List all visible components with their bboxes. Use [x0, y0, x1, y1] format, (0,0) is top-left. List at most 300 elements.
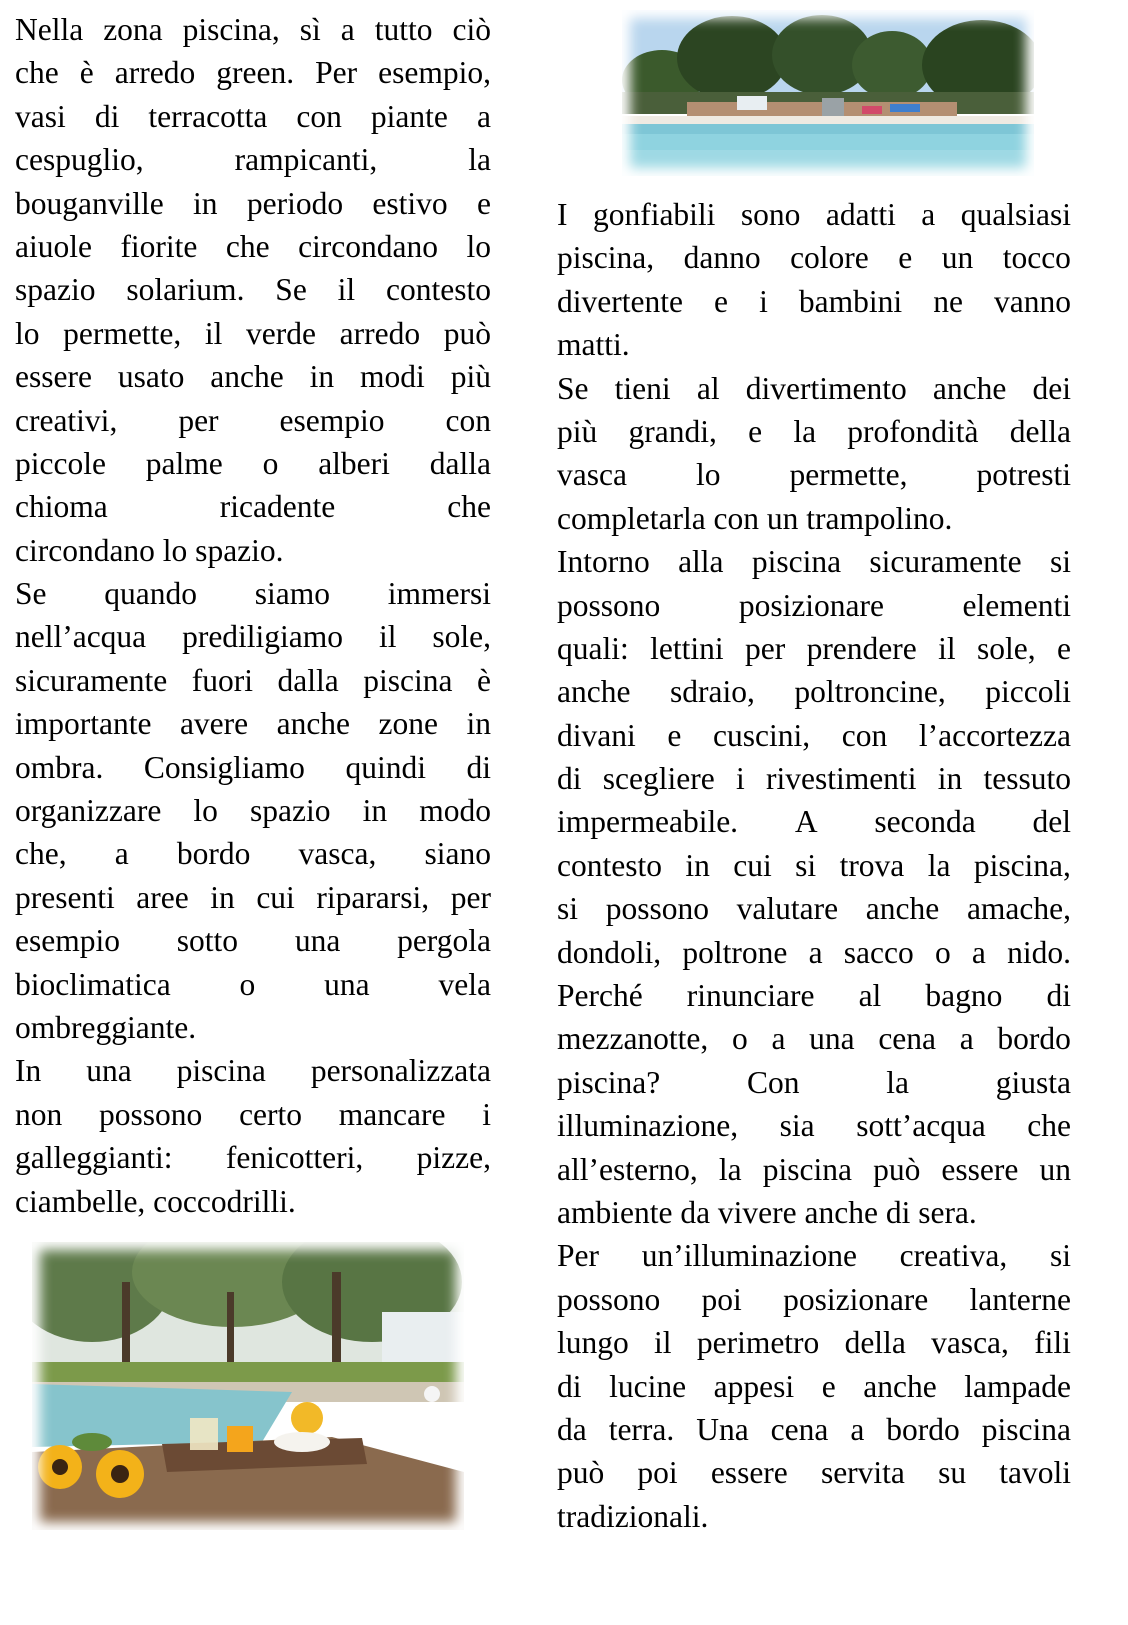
text-line — [15, 138, 491, 181]
word: sole, — [976, 630, 1036, 666]
word: presenti — [15, 879, 115, 915]
text-line — [557, 280, 1071, 323]
word: valutare — [736, 891, 839, 927]
text-line — [15, 702, 491, 745]
word: o — [239, 966, 256, 1002]
word: immersi — [387, 576, 491, 612]
word: anche — [863, 1368, 937, 1404]
word: lettini — [650, 630, 724, 666]
word: una — [86, 1053, 132, 1089]
word: personalizzata — [310, 1053, 491, 1089]
word: può — [557, 1455, 605, 1491]
word: lucine — [609, 1368, 687, 1404]
word: il — [337, 272, 356, 308]
word: a — [771, 1021, 786, 1057]
word: in — [362, 793, 388, 829]
word: sì — [299, 12, 321, 47]
word: o — [732, 1021, 748, 1057]
word: Intorno — [557, 544, 650, 580]
word: con — [445, 402, 491, 438]
red-towel — [862, 106, 882, 114]
word: solarium. — [126, 272, 245, 308]
word: alla — [678, 544, 724, 580]
word: vasi — [15, 98, 66, 134]
word: all’esterno, — [557, 1151, 698, 1187]
word: vasca, — [931, 1325, 1009, 1361]
word: da — [557, 1411, 587, 1447]
word: fiorite — [120, 228, 198, 264]
word: quando — [104, 576, 197, 612]
word: Consigliamo — [143, 749, 305, 785]
word: rivestimenti — [765, 761, 917, 797]
word: avere — [179, 706, 249, 742]
word: è — [477, 662, 491, 698]
word: modo — [419, 793, 491, 829]
word: al — [858, 978, 882, 1014]
word: bordo — [886, 1411, 960, 1447]
text-line — [557, 931, 1071, 974]
word: e — [898, 240, 913, 276]
text-line — [15, 225, 491, 268]
word: esempio, — [378, 55, 491, 91]
word: ripararsi, — [316, 879, 430, 915]
word: alberi — [318, 445, 390, 481]
text-line — [557, 1408, 1071, 1451]
word: che — [225, 228, 270, 264]
word: poi — [701, 1281, 742, 1317]
word: prendere — [806, 630, 917, 666]
word: vela — [438, 966, 491, 1002]
text-line — [15, 963, 491, 1006]
word: essere — [941, 1151, 1019, 1187]
word: la — [886, 1064, 909, 1100]
word: possono — [557, 1281, 661, 1317]
word: il — [938, 630, 956, 666]
text-line — [557, 410, 1071, 453]
word: essere — [710, 1455, 788, 1491]
text-line — [15, 919, 491, 962]
word: piccoli — [985, 674, 1071, 710]
word: e — [1056, 630, 1071, 666]
text-line — [557, 1451, 1071, 1494]
word: rampicanti, — [234, 142, 378, 178]
word: a — [959, 1021, 974, 1057]
word: piscina — [363, 662, 453, 698]
word: al — [696, 370, 720, 406]
text-line — [557, 1234, 1071, 1277]
word: creativa, — [899, 1238, 1008, 1274]
word: mezzanotte, — [557, 1021, 709, 1057]
word: della — [844, 1325, 906, 1361]
word: a — [850, 1411, 865, 1447]
word: in — [193, 185, 218, 221]
word: amache, — [966, 891, 1071, 927]
text-line: tradizionali. — [557, 1498, 709, 1534]
word: può — [873, 1151, 921, 1187]
word: in — [466, 706, 491, 742]
word: anche — [865, 891, 940, 927]
word: spazio — [15, 272, 96, 308]
word: e — [821, 1368, 836, 1404]
word: nido. — [1007, 934, 1071, 970]
word: di — [557, 761, 582, 797]
shower-box — [822, 98, 844, 116]
word: e — [476, 185, 491, 221]
word: certo — [239, 1096, 303, 1132]
word: poltroncine, — [794, 674, 946, 710]
text-line — [15, 182, 491, 225]
text-line — [15, 1136, 491, 1179]
word: mancare — [338, 1096, 446, 1132]
word: palme — [145, 445, 223, 481]
word: Se — [557, 370, 589, 406]
word: lungo — [557, 1325, 629, 1361]
word: e — [714, 283, 728, 319]
word: dondoli, — [557, 934, 662, 970]
orange-juice-glass — [227, 1426, 253, 1452]
word: galleggianti: — [15, 1140, 173, 1176]
word: è — [79, 55, 94, 91]
word: Per — [315, 55, 358, 91]
tree — [677, 16, 787, 100]
text-line — [557, 800, 1071, 843]
pool-edge — [622, 116, 1034, 124]
word: può — [443, 315, 491, 351]
word: anche — [557, 674, 631, 710]
word: tavoli — [999, 1455, 1071, 1491]
word: lo — [15, 315, 40, 351]
word: lo — [695, 457, 721, 493]
word: colore — [790, 240, 869, 276]
word: siamo — [254, 576, 330, 612]
word: I — [557, 197, 568, 232]
poolside-table-illustration — [32, 1242, 464, 1530]
word: bouganville — [15, 185, 164, 221]
word: quali: — [557, 630, 629, 666]
word: dalla — [429, 445, 491, 481]
text-line — [15, 95, 491, 138]
word: ricadente — [219, 489, 336, 525]
word: trova — [839, 847, 905, 883]
word: poltrone — [682, 934, 788, 970]
word: del — [1032, 804, 1071, 840]
word: anche — [210, 359, 284, 395]
text-line — [557, 1278, 1071, 1321]
word: sott’acqua — [856, 1108, 986, 1144]
text-line — [557, 844, 1071, 887]
text-line — [557, 757, 1071, 800]
word: Con — [746, 1064, 800, 1100]
word: la — [718, 1151, 742, 1187]
poolside-table-photo — [32, 1242, 464, 1530]
word: piante — [370, 98, 448, 134]
word: chioma — [15, 489, 108, 525]
pool-photo-illustration — [622, 10, 1034, 176]
word: lo — [193, 793, 218, 829]
word: zone — [378, 706, 438, 742]
text-line — [557, 367, 1071, 410]
word: grandi, — [628, 413, 717, 449]
word: che, — [15, 836, 67, 872]
word: in — [309, 359, 335, 395]
text-line: completarla con un trampolino. — [557, 500, 953, 536]
word: terra. — [608, 1411, 675, 1447]
word: di — [466, 749, 491, 785]
word: posizionare — [738, 587, 885, 623]
text-line: ambiente da vivere anche di sera. — [557, 1194, 977, 1230]
word: arredo — [114, 55, 196, 91]
word: bioclimatica — [15, 966, 171, 1002]
word: vanno — [994, 283, 1071, 319]
word: qualsiasi — [960, 197, 1071, 232]
word: possono — [557, 587, 661, 623]
word: scegliere — [602, 761, 715, 797]
text-line — [557, 1061, 1071, 1104]
word: su — [938, 1455, 967, 1491]
word: bordo — [176, 836, 251, 872]
word: con — [841, 717, 888, 753]
word: un — [941, 240, 974, 276]
word: la — [468, 142, 491, 178]
text-line — [557, 887, 1071, 930]
text-line — [15, 355, 491, 398]
word: giusta — [995, 1064, 1071, 1100]
word: fenicotteri, — [225, 1140, 364, 1176]
word: con — [296, 98, 342, 134]
word: sole, — [432, 619, 491, 655]
word: una — [809, 1021, 855, 1057]
word: piscina, — [557, 240, 655, 276]
word: cuscini, — [713, 717, 811, 753]
word: perimetro — [696, 1325, 820, 1361]
word: si — [1049, 1238, 1071, 1274]
word: estivo — [372, 185, 448, 221]
word: seconda — [874, 804, 976, 840]
text-line — [15, 746, 491, 789]
word: creativi, — [15, 402, 118, 438]
word: aree — [136, 879, 189, 915]
text-line — [557, 584, 1071, 627]
word: lanterne — [969, 1281, 1071, 1317]
pool-photo — [622, 10, 1034, 176]
word: in — [937, 761, 963, 797]
word: sotto — [176, 923, 239, 959]
word: a — [114, 836, 129, 872]
text-line — [557, 1148, 1071, 1191]
word: piscina — [981, 1411, 1071, 1447]
text-line — [557, 1365, 1071, 1408]
word: ciò — [452, 12, 491, 47]
word: lampade — [964, 1368, 1071, 1404]
word: la — [927, 847, 951, 883]
deckchair — [737, 96, 767, 110]
word: un — [1039, 1151, 1071, 1187]
text-line — [15, 572, 491, 615]
word: divertimento — [745, 370, 907, 406]
word: poi — [637, 1455, 678, 1491]
word: la — [793, 413, 817, 449]
word: usato — [117, 359, 185, 395]
word: contesto — [386, 272, 491, 308]
text-line — [15, 1093, 491, 1136]
word: profondità — [847, 413, 979, 449]
sunflower-leaf — [72, 1433, 112, 1451]
word: elementi — [962, 587, 1071, 623]
word: impermeabile. — [557, 804, 739, 840]
word: piscina, — [973, 847, 1071, 883]
word: un’illuminazione — [641, 1238, 857, 1274]
text-line: matti. — [557, 327, 630, 363]
word: terracotta — [148, 98, 268, 134]
word: In — [15, 1053, 42, 1089]
left-text-column — [15, 8, 491, 1223]
word: vasca, — [298, 836, 377, 872]
word: dalla — [277, 662, 339, 698]
word: essere — [15, 359, 92, 395]
word: zona — [103, 12, 163, 47]
word: gonfiabili — [592, 197, 716, 232]
bowl — [274, 1432, 330, 1452]
word: importante — [15, 706, 152, 742]
word: siano — [424, 836, 491, 872]
word: cui — [256, 879, 295, 915]
word: si — [557, 891, 579, 927]
word: il — [204, 315, 223, 351]
word: il — [378, 619, 397, 655]
word: A — [794, 804, 818, 840]
text-line: ciambelle, coccodrilli. — [15, 1183, 296, 1219]
word: spazio — [250, 793, 331, 829]
word: sono — [740, 197, 801, 232]
word: vasca — [557, 457, 627, 493]
lawn — [32, 1362, 464, 1384]
word: di — [94, 98, 120, 134]
word: cena — [878, 1021, 937, 1057]
word: e — [667, 717, 682, 753]
text-line — [15, 268, 491, 311]
word: sia — [779, 1108, 815, 1144]
text-line: ombreggiante. — [15, 1009, 197, 1045]
text-line — [557, 1017, 1071, 1060]
word: verde — [246, 315, 316, 351]
word: piscina — [751, 544, 842, 580]
text-line — [15, 789, 491, 832]
word: cena — [770, 1411, 829, 1447]
word: illuminazione, — [557, 1108, 739, 1144]
word: rinunciare — [686, 978, 815, 1014]
word: Una — [696, 1411, 749, 1447]
text-line — [15, 51, 491, 94]
garden-lamp — [424, 1386, 440, 1402]
word: anche — [276, 706, 351, 742]
text-line — [15, 485, 491, 528]
glass-jug — [190, 1418, 218, 1450]
word: pizze, — [416, 1140, 491, 1176]
word: tieni — [614, 370, 671, 406]
word: dei — [1032, 370, 1071, 406]
melon — [291, 1402, 323, 1434]
word: Perché — [557, 978, 643, 1014]
word: danno — [683, 240, 761, 276]
word: servita — [820, 1455, 905, 1491]
word: possono — [99, 1096, 203, 1132]
word: l’accortezza — [918, 717, 1071, 753]
text-line — [15, 442, 491, 485]
text-line — [557, 193, 1071, 236]
word: sdraio, — [669, 674, 755, 710]
word: organizzare — [15, 793, 162, 829]
word: posizionare — [783, 1281, 929, 1317]
text-line — [557, 714, 1071, 757]
word: Per — [557, 1238, 599, 1274]
word: più — [450, 359, 491, 395]
word: di — [557, 1368, 582, 1404]
word: in — [210, 879, 235, 915]
word: appesi — [713, 1368, 795, 1404]
word: esempio — [15, 923, 120, 959]
word: ne — [933, 283, 963, 319]
text-line — [557, 1321, 1071, 1364]
word: a — [971, 934, 986, 970]
word: adatti — [825, 197, 896, 232]
word: prediligiamo — [182, 619, 344, 655]
word: possono — [605, 891, 709, 927]
word: esempio — [279, 402, 385, 438]
word: per — [450, 879, 491, 915]
word: divani — [557, 717, 636, 753]
word: Se — [275, 272, 307, 308]
blue-towel — [890, 104, 920, 112]
word: per — [178, 402, 219, 438]
word: piscina — [762, 1151, 852, 1187]
word: una — [294, 923, 341, 959]
word: bordo — [997, 1021, 1071, 1057]
word: che — [447, 489, 491, 525]
text-line — [557, 453, 1071, 496]
word: sicuramente — [869, 544, 1022, 580]
word: tessuto — [983, 761, 1071, 797]
text-line — [15, 876, 491, 919]
text-line — [557, 974, 1071, 1017]
word: piscina, — [182, 12, 280, 47]
text-line — [557, 627, 1071, 670]
text-line — [15, 615, 491, 658]
word: a — [476, 98, 491, 134]
word: della — [1009, 413, 1071, 449]
word: per — [744, 630, 786, 666]
word: una — [324, 966, 370, 1002]
word: i — [759, 283, 768, 319]
word: circondano — [298, 228, 438, 264]
word: cui — [733, 847, 772, 883]
word: più — [557, 413, 598, 449]
word: sicuramente — [15, 662, 168, 698]
word: anche — [932, 370, 1007, 406]
word: periodo — [246, 185, 344, 221]
word: o — [934, 934, 951, 970]
word: permette, — [63, 315, 182, 351]
word: ombra. — [15, 749, 104, 785]
word: piscina? — [557, 1064, 661, 1100]
word: sacco — [843, 934, 914, 970]
text-line — [15, 399, 491, 442]
text-line — [15, 312, 491, 355]
word: divertente — [557, 283, 683, 319]
word: i — [482, 1096, 491, 1132]
right-text-column — [557, 193, 1071, 1538]
word: si — [795, 847, 817, 883]
word: bambini — [798, 283, 903, 319]
